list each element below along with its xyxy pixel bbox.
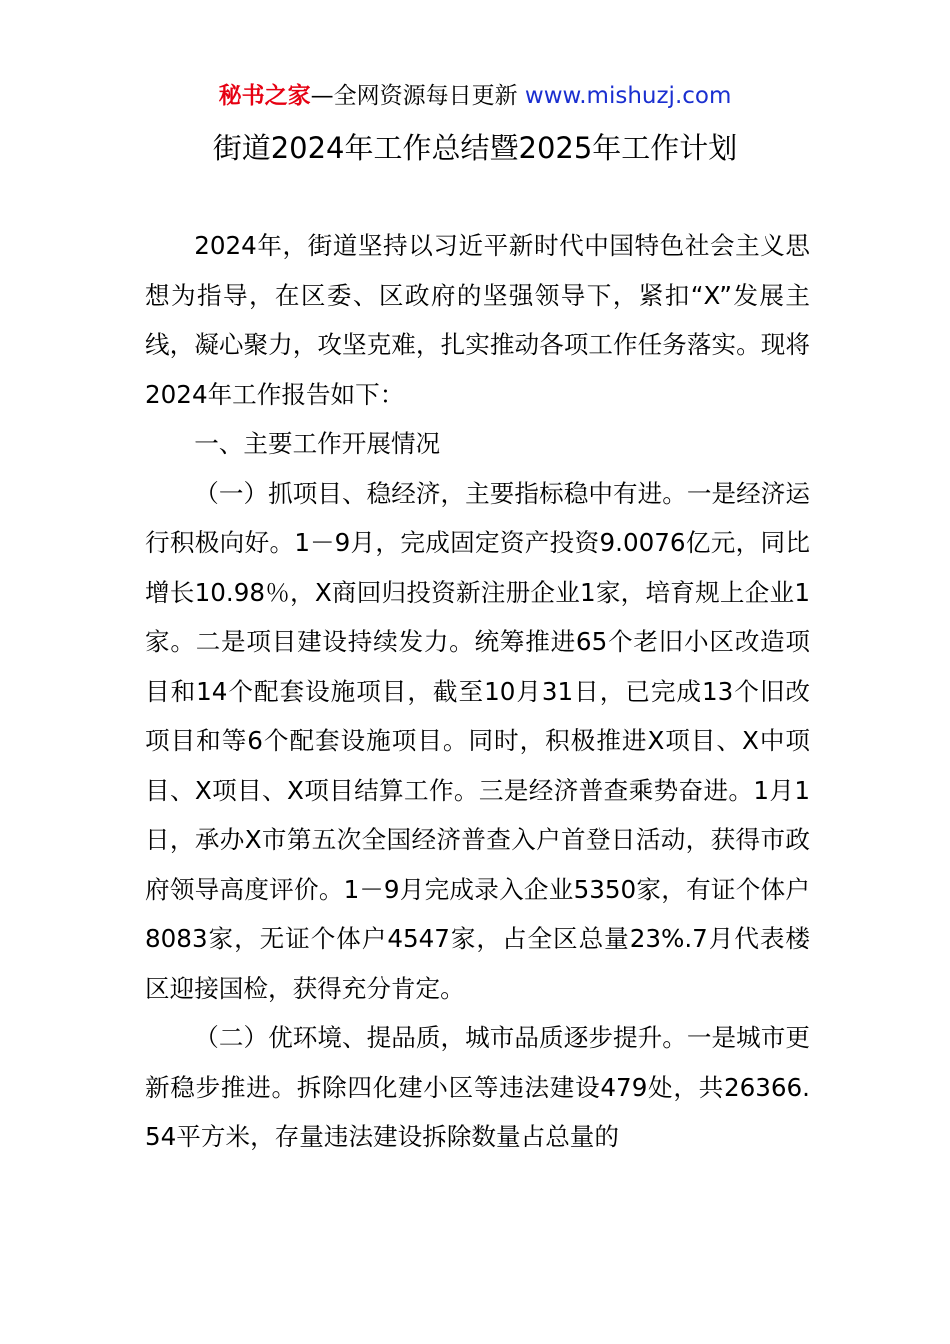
paragraph-intro: 2024年，街道坚持以习近平新时代中国特色社会主义思想为指导，在区委、区政府的坚强领导下，紧扣“X”发展主线，凝心聚力，攻坚克难，扎实推动各项工作任务落实。现将2024年工作报告如下：	[145, 231, 810, 409]
site-url-link[interactable]: www.mishuzj.com	[524, 83, 732, 109]
site-header	[0, 80, 950, 112]
document-body	[145, 221, 810, 1162]
paragraph-economy: （一）抓项目、稳经济，主要指标稳中有进。一是经济运行积极向好。1－9月，完成固定资产投资9.0076亿元，同比增长10.98％，X商回归投资新注册企业1家，培育规上企业1家。二是项目建设持续发力。统筹推进65个老旧小区改造项目和14个配套设施项目，截至10月31日，已完成13个旧改项目和等6个配套设施项目。同时，积极推进X项目、X中项目、X项目、X项目结算工作。三是经济普查乘势奋进。1月1日，承办X市第五次全国经济普查入户首登日活动，获得市政府领导高度评价。1－9月完成录入企业5350家，有证个体户8083家，无证个体户4547家，占全区总量23%.7月代表楼区迎接国检，获得充分肯定。	[145, 478, 810, 1003]
site-brand: 秘书之家	[218, 83, 311, 109]
section-heading-1: 一、主要工作开展情况	[194, 429, 441, 458]
paragraph-environment: （二）优环境、提品质，城市品质逐步提升。一是城市更新稳步推进。拆除四化建小区等违法建设479处，共26366.54平方米，存量违法建设拆除数量占总量的	[145, 1023, 810, 1151]
document-title: 街道2024年工作总结暨2025年工作计划	[212, 131, 738, 165]
site-tagline: —全网资源每日更新	[310, 83, 525, 109]
